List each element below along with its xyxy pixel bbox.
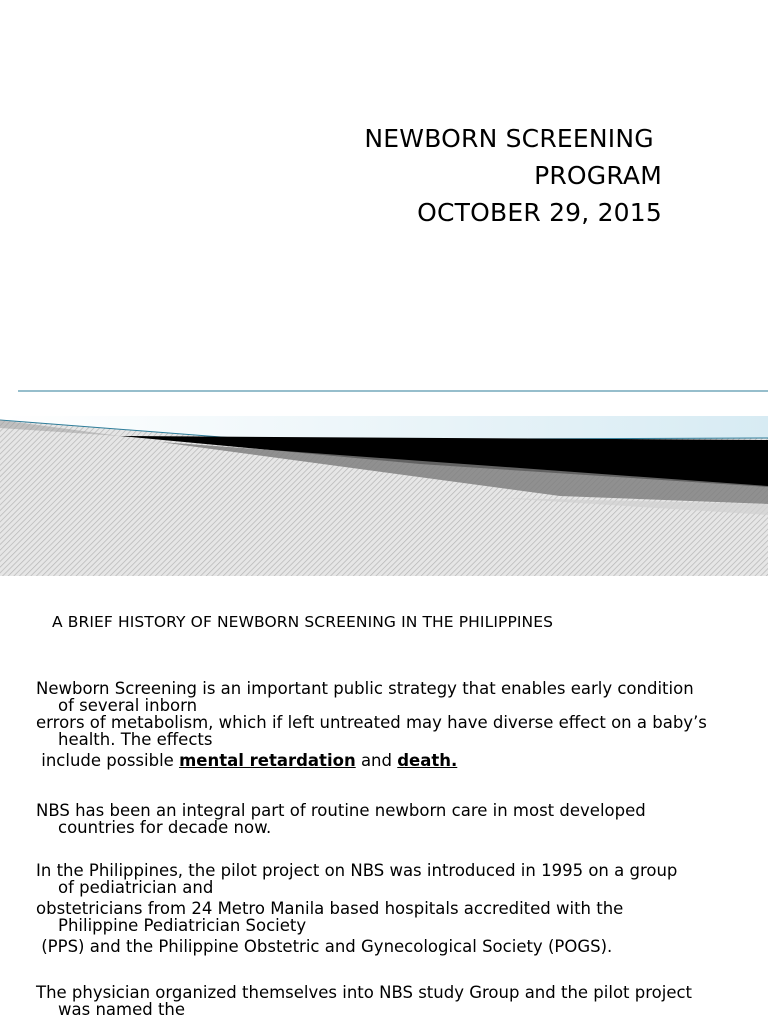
text-line: Newborn Screening is an important public strategy that enables early condition [36, 679, 694, 698]
text-line: errors of metabolism, which if left untreated may have diverse effect on a baby’s [36, 713, 707, 732]
emphasis-death: death. [397, 751, 458, 770]
text-line: NBS has been an integral part of routine newborn care in most developed [36, 801, 646, 820]
decorative-band [0, 380, 768, 576]
text-line: obstetricians from 24 Metro Manila based hospitals accredited with the [36, 899, 624, 918]
text-line: In the Philippines, the pilot project on NBS was introduced in 1995 on a group [36, 861, 678, 880]
title-line-2: PROGRAM [534, 161, 662, 190]
text-line: countries for decade now. [58, 818, 272, 837]
paragraph-4 [36, 984, 764, 1018]
content-slide [0, 576, 768, 1024]
title-line-3: OCTOBER 29, 2015 [417, 198, 662, 227]
text-line: health. The effects [58, 730, 213, 749]
text-line: The physician organized themselves into NBS study Group and the pilot project [36, 983, 693, 1002]
text-segment: and [355, 751, 398, 770]
slide-title [364, 120, 662, 231]
text-line [36, 752, 764, 769]
text-line: (PPS) and the Philippine Obstetric and Gynecological Society (POGS). [36, 937, 613, 956]
paragraph-1 [36, 680, 764, 769]
text-segment: include possible [36, 751, 180, 770]
title-line-1: NEWBORN SCREENING [364, 124, 662, 153]
paragraph-2 [36, 802, 764, 836]
text-line: Philippine Pediatrician Society [58, 916, 307, 935]
text-line: of pediatrician and [58, 878, 214, 897]
text-line: of several inborn [58, 696, 198, 715]
emphasis-mental-retardation: mental retardation [179, 751, 356, 770]
section-heading: A BRIEF HISTORY OF NEWBORN SCREENING IN THE PHILIPPINES [52, 613, 554, 631]
paragraph-3 [36, 862, 764, 955]
text-line: was named the [58, 1000, 186, 1019]
